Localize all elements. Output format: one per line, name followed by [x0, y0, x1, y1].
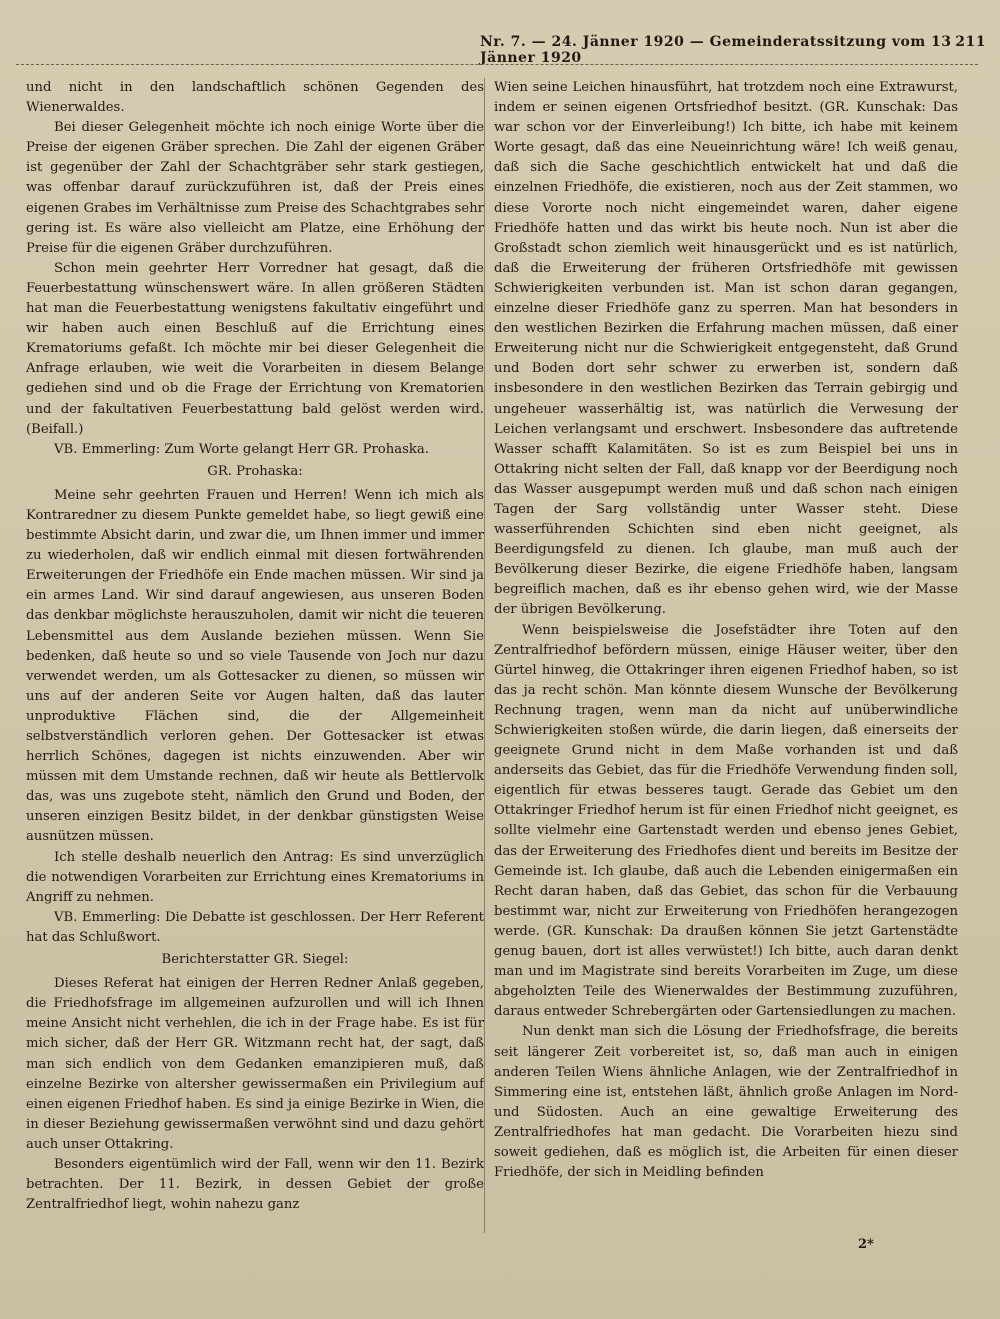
page-number: 211: [955, 34, 986, 50]
paragraph: Wien seine Leichen hinausführt, hat trotzdem noch eine Extrawurst, indem er seinen eigenen Ortsfriedhof besitzt. (GR. Kunschak: Das war schon vor der Einverleibung!) Ich bitte, ich habe mit keinem Worte gesagt, daß das eine Neueinrichtung wäre! Ich weiß genau, daß sich die Sache geschichtlich entwickelt hat und daß die einzelnen Friedhöfe, die existieren, noch aus der Zeit stammen, wo diese Vororte noch nicht eingemeindet waren, daher eigene Friedhöfe hatten und das wirkt bis heute noch. Nun ist aber die Großstadt schon ziemlich weit hinausgerückt und es ist natürlich, daß die Erweiterung der früheren Ortsfriedhöfe mit gewissen Schwierigkeiten verbunden ist. Man ist schon daran gegangen, einzelne dieser Friedhöfe ganz zu sperren. Man hat besonders in den westlichen Bezirken die Erfahrung machen müssen, daß einer Erweiterung nicht nur die Schwierigkeit entgegensteht, daß Grund und Boden dort sehr schwer zu erwerben ist, sondern daß insbesondere in den westlichen Bezirken das Terrain gebirgig und ungeheuer wasserhältig ist, was natürlich die Verwesung der Leichen verlangsamt und erschwert. Insbesondere das auftretende Wasser schafft Kalamitäten. So ist es zum Beispiel bei uns in Ottakring nicht selten der Fall, daß knapp vor der Beerdigung noch das Wasser ausgepumpt werden muß und daß schon nach einigen Tagen der Sarg vollständig unter Wasser steht. Diese wasserführenden Schichten sind eben nicht geeignet, als Beerdigungsfeld zu dienen. Ich glaube, man muß auch der Bevölkerung dieser Bezirke, die eigene Friedhöfe haben, langsam begreiflich machen, daß es ihr ebenso gehen wird, wie der Masse der übrigen Bevölkerung.: [494, 80, 958, 618]
paragraph: Bei dieser Gelegenheit möchte ich noch einige Worte über die Preise der eigenen Gräber sprechen. Die Zahl der eigenen Gräber ist gegenüber der Zahl der Schachtgräber sehr stark gestiegen, was offenbar darauf zurückzuführen ist, daß der Preis eines eigenen Grabes im Verhältnisse zum Preise des Schachtgrabes sehr gering ist. Es wäre also vielleicht am Platze, eine Erhöhung der Preise für die eigenen Gräber durchzuführen.: [26, 120, 484, 256]
paragraph: Meine sehr geehrten Frauen und Herren! Wenn ich mich als Kontraredner zu diesem Punkte gemeldet habe, so liegt gewiß eine bestimmte Absicht darin, und zwar die, um Ihnen immer und immer zu wiederholen, daß wir endlich einmal mit diesen fortwährenden Erweiterungen der Friedhöfe ein Ende machen müssen. Wir sind ja ein armes Land. Wir sind darauf angewiesen, aus unseren Boden das denkbar möglichste herauszuholen, damit wir nicht die teueren Lebensmittel aus dem Auslande beziehen müssen. Wenn Sie bedenken, daß heute so und so viele Tausende von Joch nur dazu verwendet werden, um als Gottesacker zu dienen, so müssen wir uns auf der anderen Seite vor Augen halten, daß das lauter unproduktive Flächen sind, die der Allgemeinheit selbstverständlich verloren gehen. Der Gottesacker ist etwas herrlich Schönes, dagegen ist nichts einzuwenden. Aber wir müssen mit dem Umstande rechnen, daß wir heute als Bettlervolk das, was uns zugebote steht, nämlich den Grund und Boden, der unseren einzigen Besitz bildet, in der denkbar günstigsten Weise ausnützen müssen.: [26, 487, 484, 845]
paragraph: VB. Emmerling: Zum Worte gelangt Herr GR. Prohaska.: [54, 441, 429, 457]
column-divider: [484, 78, 485, 1233]
paragraph: Dieses Referat hat einigen der Herren Redner Anlaß gegeben, die Friedhofsfrage im allgemeinen aufzurollen und will ich Ihnen meine Ansicht nicht verhehlen, die ich in der Frage habe. Es ist für mich sicher, daß der Herr GR. Witzmann recht hat, der sagt, daß man sich endlich von dem Gedanken emanzipieren muß, daß einzelne Bezirke von altersher gewissermaßen ein Privilegium auf einen eigenen Friedhof haben. Es sind ja einige Bezirke in Wien, die in dieser Beziehung gewissermaßen verwöhnt sind und dazu gehört auch unser Ottakring.: [26, 976, 484, 1152]
paragraph: Nun denkt man sich die Lösung der Friedhofsfrage, die bereits seit längerer Zeit vorbereitet ist, so, daß man auch in einigen anderen Teilen Wiens ähnliche Anlagen, wie der Zentralfriedhof in Simmering eine ist, entstehen läßt, ähnlich große Anlagen im Nord- und Südosten. Auch an eine gewaltige Erweiterung des Zentralfriedhofes hat man gedacht. Die Vorarbeiten hiezu sind soweit gediehen, daß es möglich ist, die Arbeiten für einen dieser Friedhöfe, der sich in Meidling befinden: [494, 1024, 958, 1181]
speaker-heading: GR. Prohaska:: [207, 463, 303, 479]
left-column: [26, 78, 484, 1215]
paragraph: Schon mein geehrter Herr Vorredner hat gesagt, daß die Feuerbestattung wünschenswert wäre. In allen größeren Städten hat man die Feuerbestattung wenigstens fakultativ eingeführt und wir haben auch einen Beschluß auf die Errichtung eines Krematoriums gefaßt. Ich möchte mir bei dieser Gelegenheit die Anfrage erlauben, wie weit die Vorarbeiten in diesem Belange gediehen sind und ob die Frage der Errichtung von Krematorien und der fakultativen Feuerbestattung bald gelöst werden wird. (Beifall.): [26, 260, 484, 437]
header-title: Nr. 7. — 24. Jänner 1920 — Gemeinderatssitzung vom 13 Jänner 1920: [480, 34, 952, 66]
paragraph: VB. Emmerling: Die Debatte ist geschlossen. Der Herr Referent hat das Schlußwort.: [26, 909, 484, 945]
paragraph: und nicht in den landschaftlich schönen Gegenden des Wienerwaldes.: [26, 80, 484, 116]
signature-mark: 2*: [858, 1237, 874, 1252]
right-column: [494, 78, 958, 1183]
paragraph: Wenn beispielsweise die Josefstädter ihre Toten auf den Zentralfriedhof befördern müssen, einige Häuser weiter, über den Gürtel hinweg, die Ottakringer ihren eigenen Friedhof haben, so ist das ja recht schön. Man könnte diesem Wunsche der Bevölkerung Rechnung tragen, wenn man da nicht auf unüberwindliche Schwierigkeiten stoßen würde, die darin liegen, daß einerseits der geeignete Grund nicht in dem Maße vorhanden ist und daß anderseits das Gebiet, das für die Friedhöfe Verwendung finden soll, eigentlich für etwas besseres taugt. Gerade das Gebiet um den Ottakringer Friedhof herum ist für einen Friedhof nicht geeignet, es sollte vielmehr eine Gartenstadt werden und ebenso jenes Gebiet, das der Erweiterung des Friedhofes dient und bereits im Besitze der Gemeinde ist. Ich glaube, daß auch die Lebenden einigermaßen ein Recht daran haben, daß das Gebiet, das schon für die Verbauung bestimmt war, nicht zur Erweiterung von Friedhöfen herangezogen werde. (GR. Kunschak: Da draußen können Sie jetzt Gartenstädte genug bauen, dort ist alles verwüstet!) Ich bitte, auch daran denkt man und im Magistrate sind bereits Vorarbeiten im Zuge, um diese abgeholzten Teile des Wienerwaldes der Bestimmung zuzuführen, daraus entweder Schrebergärten oder Gartensiedlungen zu machen.: [494, 622, 958, 1020]
page-header: [0, 34, 1000, 66]
speaker-heading: Berichterstatter GR. Siegel:: [161, 952, 349, 968]
paragraph: Ich stelle deshalb neuerlich den Antrag: Es sind unverzüglich die notwendigen Vorarbeiten zur Errichtung eines Krematoriums in Angriff zu nehmen.: [26, 849, 484, 905]
paragraph: Besonders eigentümlich wird der Fall, wenn wir den 11. Bezirk betrachten. Der 11. Bezirk, in dessen Gebiet der große Zentralfriedhof liegt, wohin nahezu ganz: [26, 1156, 484, 1213]
header-rule: [16, 64, 978, 65]
